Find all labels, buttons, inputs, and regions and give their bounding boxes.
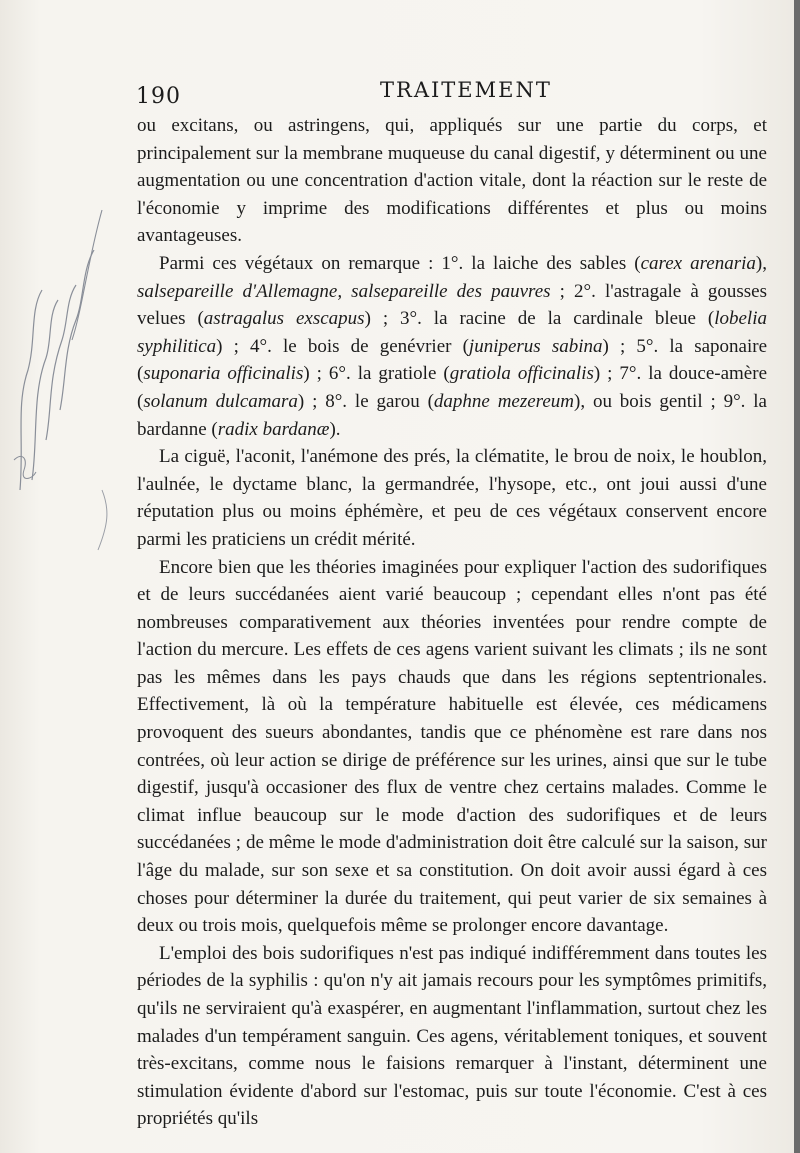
paragraph-4: Encore bien que les théories imaginées pour expliquer l'action des sudorifiques et de leurs succédanées aient varié beaucoup ; cependant elles n'ont pas été nombreuses comparativement aux théories inventées pour rendre compte de l'action du mercure. Les effets de ces agens varient suivant les climats ; ils ne sont pas les mêmes dans les pays chauds que dans les régions septentrionales. Effectivement, là où la température habituelle est élevée, ces médicamens provoquent des sueurs abondantes, tandis que ce phénomène est rare dans nos contrées, où leur action se dirige de préférence sur les urines, ainsi que sur le tube digestif, jusqu'à occasioner des flux de ventre chez certains malades. Comme le climat influe beaucoup sur le mode d'action des sudorifiques et de leurs succédanées ; de même le mode d'administration doit être calculé sur la saison, sur l'âge du malade, sur son sexe et sa constitution. On doit avoir aussi égard à ces choses pour déterminer la durée du traitement, qui peut varier de six semaines à deux ou trois mois, quelquefois même se prolonger encore davantage. bbox=[137, 556, 767, 937]
italic-term: astragalus exscapus bbox=[203, 308, 365, 330]
text-run: ) ; 3°. la racine de la cardinale bleue ( bbox=[364, 308, 715, 330]
body-text bbox=[137, 112, 767, 1133]
text-run: Parmi ces végétaux on remarque : 1°. la laiche des sables ( bbox=[159, 252, 641, 274]
text-run: ) ; 6°. la gratiole ( bbox=[303, 363, 450, 385]
paragraph-2 bbox=[137, 250, 767, 443]
text-run: ). bbox=[329, 418, 341, 440]
running-head: TRAITEMENT bbox=[380, 78, 552, 102]
paragraph-1: ou excitans, ou astringens, qui, appliqués sur une partie du corps, et principalement sur la membrane muqueuse du canal digestif, y déterminent ou une augmentation ou une concentration d'action vitale, dont la réaction sur le reste de l'économie y imprime des modifications différentes et plus ou moins avantageuses. bbox=[137, 115, 767, 247]
italic-term: juniperus sabina bbox=[468, 335, 603, 357]
italic-term: daphne mezereum bbox=[433, 390, 575, 412]
page-header bbox=[120, 78, 760, 112]
text-run: ; 2°. l'astragale à gousses velues ( bbox=[137, 280, 767, 330]
italic-term: lobelia syphilitica bbox=[137, 308, 767, 357]
page-edge-shadow bbox=[794, 0, 800, 1153]
text-run: ) ; 8°. le garou ( bbox=[297, 390, 434, 412]
paragraph-3: La ciguë, l'aconit, l'anémone des prés, la clématite, le brou de noix, le houblon, l'aulnée, le dyctame blanc, la germandrée, l'hysope, etc., ont joui aussi d'une réputation plus ou moins éphémère, et peu de ces végétaux conservent encore parmi les praticiens un crédit mérité. bbox=[137, 446, 767, 550]
text-run: ) ; 4°. le bois de genévrier ( bbox=[216, 335, 469, 357]
italic-term: solanum dulcamara bbox=[143, 390, 298, 412]
italic-term: salsepareille d'Allemagne, salsepareille des pauvres bbox=[137, 280, 551, 302]
italic-term: gratiola officinalis bbox=[449, 363, 594, 385]
text-run: ) ; 5°. la saponaire ( bbox=[137, 335, 768, 385]
handwritten-margin-note bbox=[2, 190, 112, 560]
italic-term: carex arenaria bbox=[640, 252, 756, 274]
text-run: ), bbox=[755, 252, 767, 274]
italic-term: radix bardanæ bbox=[217, 418, 330, 440]
paragraph-5: L'emploi des bois sudorifiques n'est pas indiqué indifféremment dans toutes les périodes de la syphilis : qu'on n'y ait jamais recours pour les symptômes primitifs, qu'ils ne serviraient qu'à exaspérer, en augmentant l'inflammation, surtout chez les malades d'un tempérament sanguin. Ces agens, véritablement toniques, et souvent très-excitans, comme nous le faisions remarquer à l'instant, déterminent une stimulation évidente d'abord sur l'estomac, puis sur toute l'économie. C'est à ces propriétés qu'ils bbox=[137, 942, 767, 1130]
text-run: ) ; 7°. la douce-amère ( bbox=[137, 363, 767, 412]
page-number: 190 bbox=[136, 84, 181, 109]
italic-term: suponaria officinalis bbox=[143, 363, 304, 385]
text-run: ), ou bois gentil ; 9°. la bardanne ( bbox=[137, 390, 767, 440]
